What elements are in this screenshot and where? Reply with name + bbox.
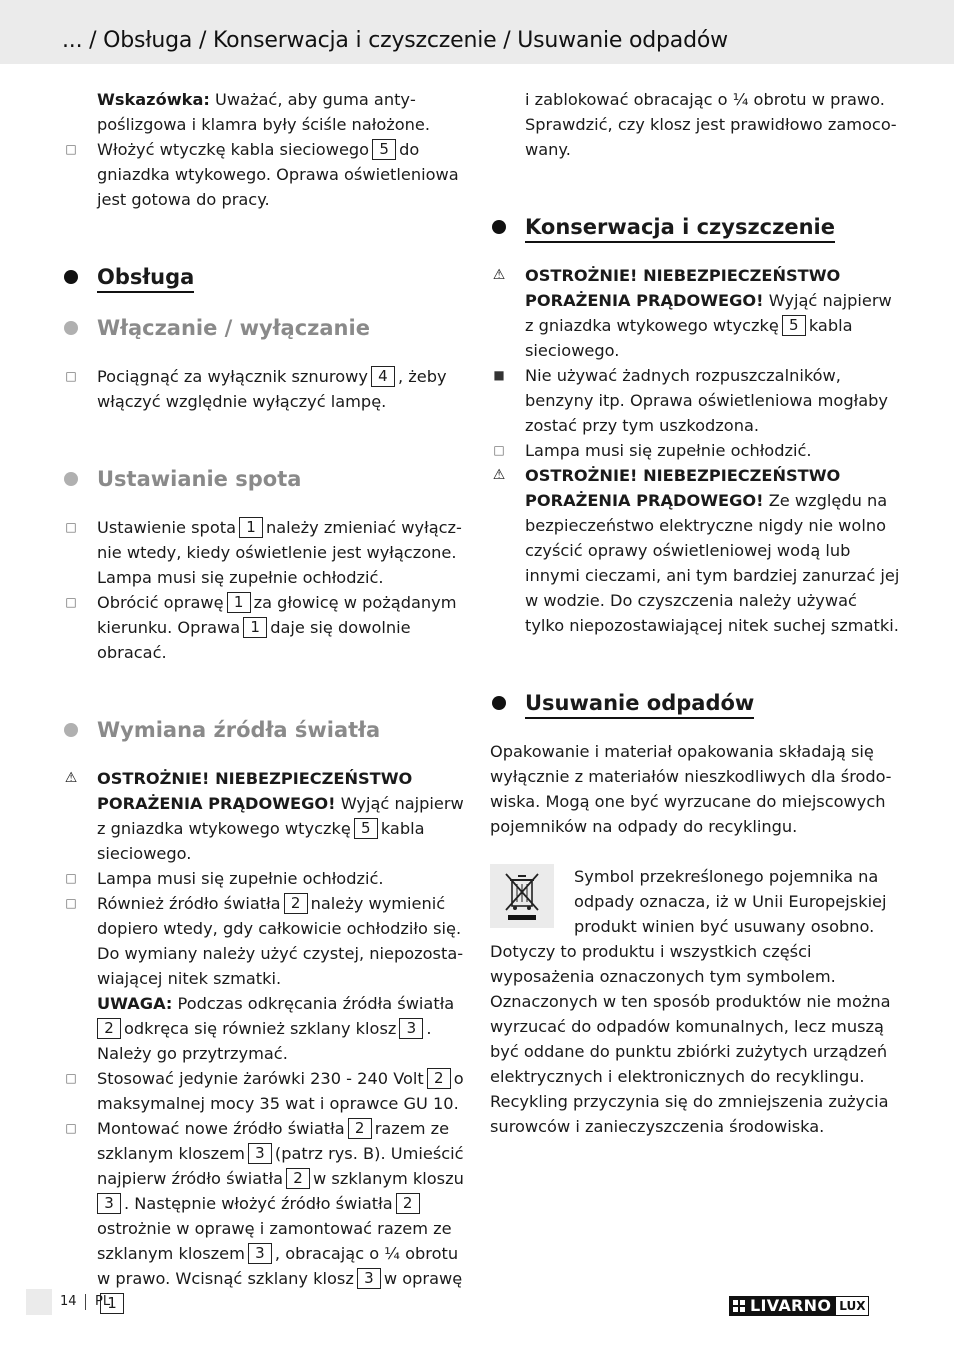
solvents-text: Nie używać żadnych rozpuszczalników, benzyny itp. Oprawa oświetleniowa mogłaby zostać przy tym uszkodzona. — [525, 366, 888, 435]
logo-main — [729, 1296, 835, 1316]
heading-obsluga — [62, 262, 472, 292]
heading-text: Obsługa — [97, 265, 194, 293]
part-ref: 2 — [286, 1168, 310, 1189]
bulb-text: Stosować jedynie żarówki 230 - 240 Volt — [97, 1069, 424, 1088]
warning-triangle-icon: ⚠ — [492, 267, 506, 283]
cool-paragraph — [62, 866, 472, 891]
part-ref: 2 — [396, 1193, 420, 1214]
bullet-dot-icon — [64, 270, 78, 284]
part-ref: 2 — [97, 1018, 121, 1039]
part-ref: 1 — [239, 517, 263, 538]
heading-text: Usuwanie odpadów — [525, 691, 754, 719]
mount-text: ostrożnie w oprawę i zamontować razem ze szklanym kloszem — [97, 1219, 452, 1263]
uwaga-label: UWAGA: — [97, 994, 173, 1013]
heading-spot — [62, 464, 472, 494]
part-ref: 1 — [227, 592, 251, 613]
heading-konserwacja — [490, 212, 900, 242]
page-title: ... / Obsługa / Konserwacja i czyszczenie / Usuwanie odpadów — [62, 28, 728, 53]
mount-text: . Następnie włożyć źródło światła — [124, 1194, 393, 1213]
left-column — [62, 87, 472, 1316]
warning-label: OSTROŻNIE! NIEBEZPIECZEŃSTWO PORAŻENIA PRĄDOWEGO! — [525, 466, 841, 510]
continued-text: i zablokować obracając o ¼ obrotu w prawo. Sprawdzić, czy klosz jest prawidłowo zamocowany. — [525, 90, 897, 159]
heading-text: Wymiana źródła światła — [97, 718, 381, 742]
heading-wlaczanie — [62, 313, 472, 343]
plug-paragraph — [62, 137, 472, 212]
hollow-square-icon: □ — [65, 595, 77, 609]
maint-warning-1 — [490, 263, 900, 363]
uwaga-text-end: . Należy go przytrzymać. — [97, 1019, 432, 1063]
heading-text: Konserwacja i czyszczenie — [525, 215, 835, 243]
mount-text: razem ze szklanym kloszem — [97, 1119, 450, 1163]
warning-text-end: kabla sieciowego. — [97, 819, 425, 863]
right-column — [490, 87, 900, 1139]
page-header — [0, 0, 954, 64]
also-text-end: należy wymienić dopiero wtedy, gdy całkowicie ochłodziło się. Do wymiany należy użyć czystej, niepozostawiającej nitek szmatki. — [97, 894, 464, 988]
weee-paragraph — [490, 939, 900, 1139]
continued-paragraph — [490, 87, 900, 162]
footer-divider — [85, 1294, 86, 1310]
warning-label: OSTROŻNIE! NIEBEZPIECZEŃSTWO PORAŻENIA PRĄDOWEGO! — [97, 769, 413, 813]
part-ref: 3 — [248, 1143, 272, 1164]
part-ref: 3 — [248, 1243, 272, 1264]
mount-text: Montować nowe źródło światła — [97, 1119, 345, 1138]
mount-text: (patrz rys. B). Umieścić najpierw źródło światła — [97, 1144, 464, 1188]
bullet-dot-icon — [64, 723, 78, 737]
hollow-square-icon: □ — [65, 369, 77, 383]
also-paragraph — [62, 891, 472, 1066]
page-number: 14 — [60, 1294, 77, 1309]
hollow-square-icon: □ — [65, 896, 77, 910]
spot-text-mid: za głowicę w pożądanym kierunku. Oprawa — [97, 593, 457, 637]
part-ref: 1 — [100, 1293, 124, 1314]
weee-intro-text: Symbol przekreślonego pojemnika na odpady oznacza, iż w Unii Europejskiej produkt winien być usuwany osobno. — [574, 867, 887, 936]
bullet-dot-icon — [64, 321, 78, 335]
warning-text-end: kabla sieciowego. — [525, 316, 853, 360]
bulb-paragraph — [62, 1066, 472, 1116]
switch-text: Pociągnąć za wyłącznik sznurowy — [97, 367, 368, 386]
brand-logo — [729, 1296, 891, 1316]
filled-square-icon: ■ — [493, 368, 505, 382]
part-ref: 1 — [243, 617, 267, 638]
warning-triangle-icon: ⚠ — [64, 770, 78, 786]
cool-text: Lampa musi się zupełnie ochłodzić. — [525, 441, 812, 460]
mount-text: w szklanym kloszu — [313, 1169, 464, 1188]
mount-paragraph — [62, 1116, 472, 1316]
logo-brand: LIVARNO — [750, 1296, 832, 1315]
uwaga-text: Podczas odkręcania źródła światła — [177, 994, 455, 1013]
logo-lux: LUX — [835, 1296, 869, 1316]
part-ref: 5 — [782, 315, 806, 336]
mount-text: , obracając o ¼ obrotu w prawo. Wcisnąć szklany klosz — [97, 1244, 459, 1288]
warning-label: OSTROŻNIE! NIEBEZPIECZEŃSTWO PORAŻENIA PRĄDOWEGO! — [525, 266, 841, 310]
part-ref: 5 — [354, 818, 378, 839]
solvents-paragraph — [490, 363, 900, 438]
hint-paragraph — [62, 87, 472, 137]
plug-text: Włożyć wtyczkę kabla sieciowego — [97, 140, 370, 159]
warning-text: Wyjąć najpierw z gniazdka wtykowego wtyczkę — [97, 794, 464, 838]
part-ref: 3 — [357, 1268, 381, 1289]
bullet-dot-icon — [492, 220, 506, 234]
switch-text-end: , żeby włączyć względnie wyłączyć lampę. — [97, 367, 447, 411]
footer-marker — [26, 1289, 52, 1315]
cool-paragraph — [490, 438, 900, 463]
spot-paragraph-1 — [62, 515, 472, 590]
disposal-text: Opakowanie i materiał opakowania składają się wyłącznie z materiałów nieszkodliwych dla środowiska. Mogą one być wyrzucane do miejscowych pojemników na odpady do recyklingu. — [490, 742, 892, 836]
maint-warning-2 — [490, 463, 900, 638]
spot-text: Obrócić oprawę — [97, 593, 224, 612]
plug-text-end: do gniazdka wtykowego. Oprawa oświetleniowa jest gotowa do pracy. — [97, 140, 459, 209]
heading-wymiana — [62, 715, 472, 745]
hollow-square-icon: □ — [65, 1071, 77, 1085]
language-code: PL — [95, 1294, 111, 1309]
hollow-square-icon: □ — [493, 443, 505, 457]
hollow-square-icon: □ — [65, 1121, 77, 1135]
part-ref: 3 — [97, 1193, 121, 1214]
switch-paragraph — [62, 364, 472, 414]
part-ref: 5 — [372, 139, 396, 160]
hollow-square-icon: □ — [65, 871, 77, 885]
crossed-bin-icon — [490, 864, 554, 928]
also-text: Również źródło światła — [97, 894, 281, 913]
spot-text-end: daje się dowolnie obracać. — [97, 618, 411, 662]
hint-text: Uważać, aby guma antypoślizgowa i klamra były ściśle nałożone. — [97, 90, 431, 134]
hint-label: Wskazówka: — [97, 90, 210, 109]
bullet-dot-icon — [64, 472, 78, 486]
hollow-square-icon: □ — [65, 520, 77, 534]
part-ref: 2 — [427, 1068, 451, 1089]
disposal-paragraph — [490, 739, 900, 839]
warning-paragraph — [62, 766, 472, 866]
hollow-square-icon: □ — [65, 142, 77, 156]
part-ref: 2 — [348, 1118, 372, 1139]
heading-text: Włączanie / wyłączanie — [97, 316, 370, 340]
warning-text: Ze względu na bezpieczeństwo elektryczne nigdy nie wolno czyścić oprawy oświetleniowej wodą lub innymi cieczami, ani tym bardziej zanurzać jej w wodzie. Do czyszczenia należy używać tylko niepozostawiającej nitek suchej szmatki. — [525, 491, 900, 635]
warning-triangle-icon: ⚠ — [492, 467, 506, 483]
cool-text: Lampa musi się zupełnie ochłodzić. — [97, 869, 384, 888]
mount-text: w oprawę — [383, 1269, 463, 1288]
weee-block — [490, 864, 900, 939]
logo-squares-icon — [733, 1300, 745, 1312]
bulb-text-end: o maksymalnej mocy 35 wat i oprawce GU 10. — [97, 1069, 464, 1113]
uwaga-text-mid: odkręca się również szklany klosz — [124, 1019, 397, 1038]
spot-paragraph-2 — [62, 590, 472, 665]
part-ref: 4 — [371, 366, 395, 387]
warning-text: Wyjąć najpierw z gniazdka wtykowego wtyczkę — [525, 291, 892, 335]
spot-text: Ustawienie spota — [97, 518, 236, 537]
part-ref: 2 — [284, 893, 308, 914]
weee-text: Dotyczy to produktu i wszystkich części wyposażenia oznaczonych tym symbolem. Oznaczonych w ten sposób produktów nie można wyrzucać do odpadów komunalnych, lecz muszą być oddane do punktu zbiórki zużytych urządzeń elektrycznych i elektronicznych do recyklingu. Recykling przyczynia się do zmniejszenia zużycia surowców i zanieczyszczenia środowiska. — [490, 942, 891, 1136]
part-ref: 3 — [399, 1018, 423, 1039]
bullet-dot-icon — [492, 696, 506, 710]
heading-text: Ustawianie spota — [97, 467, 302, 491]
spot-text-end: należy zmieniać wyłącznie wtedy, kiedy oświetlenie jest wyłączone. Lampa musi się zupełnie ochłodzić. — [97, 518, 462, 587]
heading-usuwanie — [490, 688, 900, 718]
